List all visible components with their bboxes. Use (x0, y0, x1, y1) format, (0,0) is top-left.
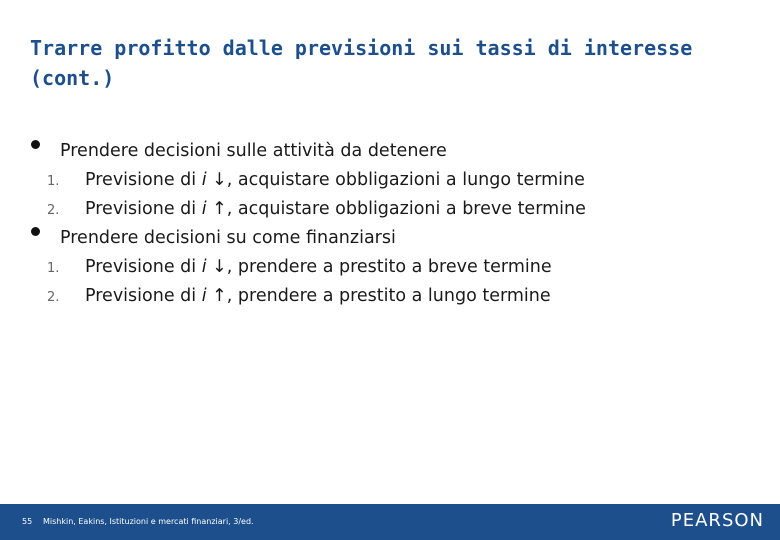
item-variable: i (201, 257, 207, 277)
item-prefix: Previsione di (85, 199, 202, 219)
item-prefix: Previsione di (85, 257, 202, 277)
pearson-logo: PEARSON (670, 510, 764, 531)
bullet-financing (30, 224, 750, 253)
item-number: 1. (47, 174, 60, 189)
item-number: 2. (47, 290, 60, 305)
slide-content (30, 137, 750, 311)
item-prefix: Previsione di (85, 286, 202, 306)
sub-item (30, 166, 750, 195)
item-variable: i (201, 286, 207, 306)
item-variable: i (201, 199, 207, 219)
slide-title (30, 33, 750, 93)
item-suffix: ↑, acquistare obbligazioni a breve termine (206, 199, 586, 219)
item-number: 1. (47, 261, 60, 276)
sub-item (30, 282, 750, 311)
footer-citation: Mishkin, Eakins, Istituzioni e mercati finanziari, 3/ed. (43, 517, 254, 526)
item-variable: i (201, 170, 207, 190)
item-suffix: ↑, prendere a prestito a lungo termine (206, 286, 551, 306)
sub-item (30, 195, 750, 224)
bullet-assets (30, 137, 750, 166)
item-suffix: ↓, prendere a prestito a breve termine (206, 257, 552, 277)
page-number: 55 (22, 517, 33, 526)
slide-title-line-2: (cont.) (30, 66, 115, 90)
item-suffix: ↓, acquistare obbligazioni a lungo termine (206, 170, 585, 190)
bullet-dot-icon (31, 140, 40, 149)
item-prefix: Previsione di (85, 170, 202, 190)
bullet-dot-icon (31, 227, 40, 236)
bullet-text: Prendere decisioni sulle attività da detenere (60, 141, 447, 161)
bullet-text: Prendere decisioni su come finanziarsi (60, 228, 396, 248)
sub-item (30, 253, 750, 282)
item-number: 2. (47, 203, 60, 218)
slide-title-line-1: Trarre profitto dalle previsioni sui tassi di interesse (30, 36, 693, 60)
footer-bar (0, 504, 780, 540)
